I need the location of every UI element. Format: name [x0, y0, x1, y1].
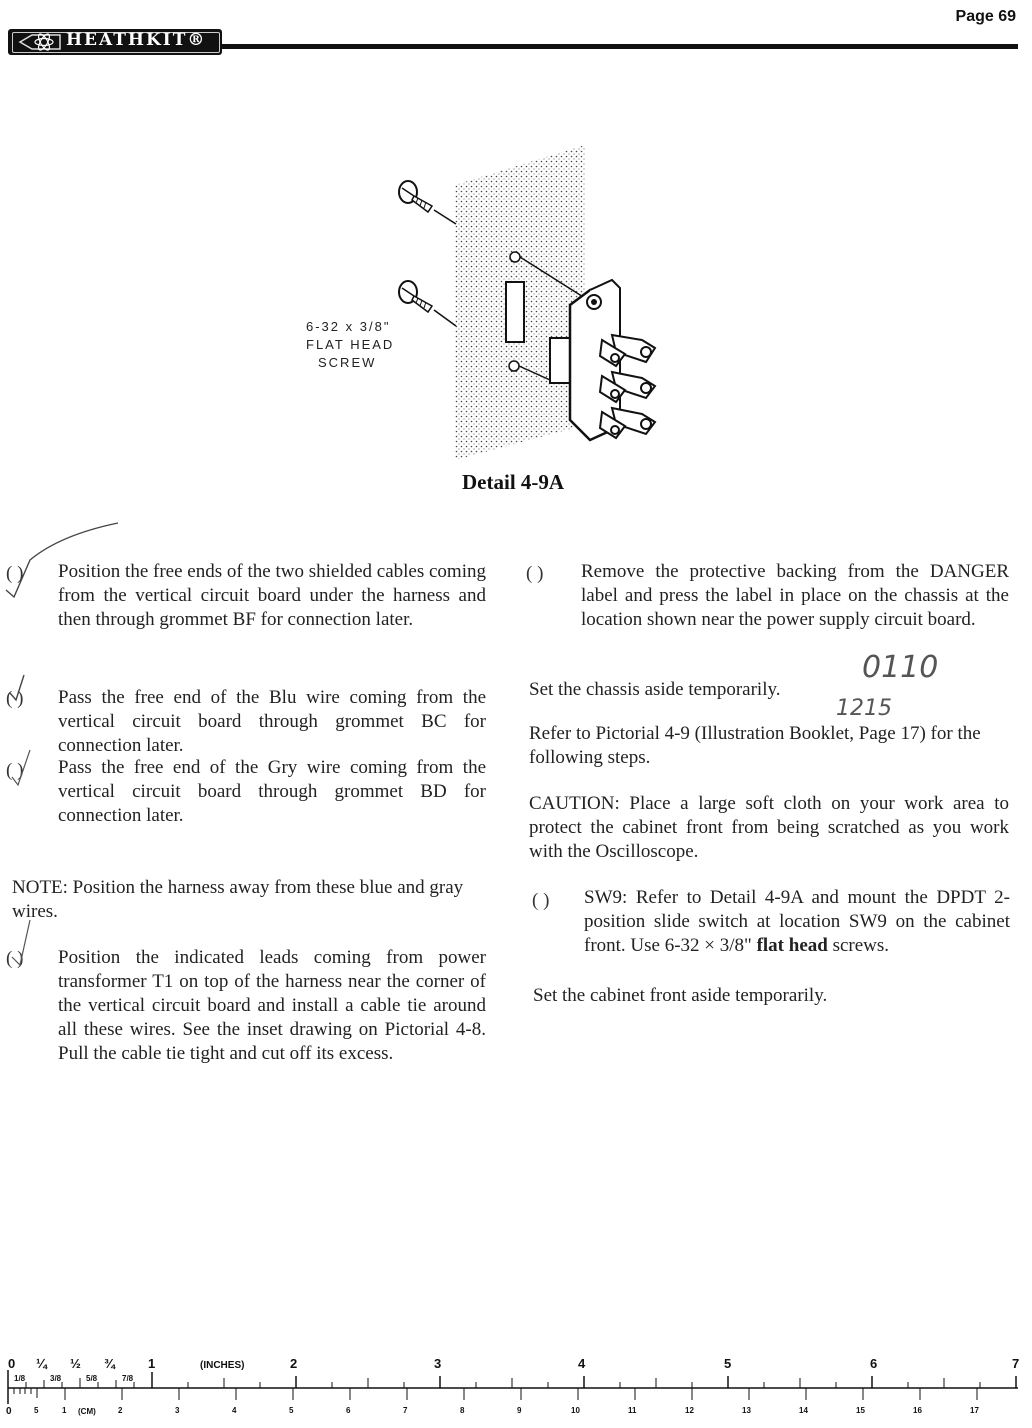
ruler-cm-0: 0 [6, 1406, 12, 1417]
ruler-cm-17: 17 [970, 1406, 979, 1415]
mount-hole-bottom [509, 361, 519, 371]
screw-label-line-2: FLAT HEAD [306, 337, 395, 352]
screw-top [399, 181, 456, 224]
ruler-cm-7: 7 [403, 1406, 408, 1415]
aside-chassis: Set the chassis aside temporarily. [529, 679, 781, 700]
step-blu-wire: Pass the free end of the Blu wire coming from the vertical circuit board through grommet BC for connection later. [58, 687, 486, 756]
ruler-inches-unit: (INCHES) [200, 1360, 245, 1371]
ruler-cm-15: 15 [856, 1406, 865, 1415]
ruler-eighth-5: 5/8 [86, 1374, 98, 1383]
screw-label-line-1: 6-32 x 3/8" [306, 319, 391, 334]
ruler-cm-5: 5 [289, 1406, 294, 1415]
ruler-cm-5mm: 5 [34, 1406, 39, 1415]
step-cable-tie: Position the indicated leads coming from power transformer T1 on top of the harness near the corner of the vertical circuit board and install a cable tie around all these wires. See the inset drawing on Pictorial 4-8. Pull the cable tie tight and cut off its excess. [58, 947, 486, 1064]
mount-hole-top [510, 252, 520, 262]
ruler-cm-14: 14 [799, 1406, 808, 1415]
ruler-inch-2: 2 [290, 1356, 298, 1371]
ruler-inch-3: 3 [434, 1356, 442, 1371]
step-gry-wire: Pass the free end of the Gry wire coming from the vertical circuit board through grommet BD for connection later. [58, 757, 486, 826]
ruler-inch-half: ½ [70, 1356, 81, 1371]
ruler-inch-6: 6 [870, 1356, 878, 1371]
checkbox-step-3[interactable]: ( ) [6, 760, 24, 781]
ruler-inch-5: 5 [724, 1356, 732, 1371]
screw-bottom [399, 281, 456, 326]
step-sw9-text-b: screws. [827, 935, 890, 956]
checkbox-danger-label[interactable]: ( ) [526, 563, 544, 584]
step-sw9-bold: flat head [756, 935, 828, 956]
handwritten-note-1: 0110 [862, 650, 939, 685]
caution-note: CAUTION: Place a large soft cloth on your work area to protect the cabinet front from being scratched as you work with the Oscilloscope. [529, 793, 1009, 862]
ruler-cm-10: 10 [571, 1406, 580, 1415]
ruler-eighth-1: 1/8 [14, 1374, 26, 1383]
checkbox-step-1[interactable]: ( ) [6, 563, 24, 584]
ruler-inch-7: 7 [1012, 1356, 1020, 1371]
ruler-cm-12: 12 [685, 1406, 694, 1415]
checkbox-step-2[interactable]: ( ) [6, 688, 24, 709]
ruler-eighth-7: 7/8 [122, 1374, 134, 1383]
handwritten-checkmarks [0, 515, 130, 995]
ruler-cm-13: 13 [742, 1406, 751, 1415]
ruler-cm-9: 9 [517, 1406, 522, 1415]
ruler-inch-quarter: ¼ [36, 1356, 47, 1371]
aside-cabinet-front: Set the cabinet front aside temporarily. [533, 985, 828, 1006]
ruler-eighth-3: 3/8 [50, 1374, 62, 1383]
handwritten-note-2: 1215 [836, 696, 892, 721]
step-sw9 [584, 886, 1010, 958]
step-shielded-cables: Position the free ends of the two shielded cables coming from the vertical circuit board under the harness and then through grommet BF for connection later. [58, 561, 486, 630]
ruler-cm-4: 4 [232, 1406, 237, 1415]
switch-slot [506, 282, 524, 342]
checkbox-step-4[interactable]: ( ) [6, 948, 24, 969]
ruler-cm-8: 8 [460, 1406, 465, 1415]
brand-name: HEATHKIT® [66, 30, 207, 50]
ruler-inch-0: 0 [8, 1356, 16, 1371]
ruler-cm-6: 6 [346, 1406, 351, 1415]
ruler-inch-4: 4 [578, 1356, 586, 1371]
page-number: Page 69 [955, 8, 1016, 25]
ruler-cm-unit: (CM) [78, 1407, 96, 1416]
screw-label-line-3: SCREW [318, 355, 377, 370]
ruler-cm-1: 1 [62, 1406, 67, 1415]
note-harness: NOTE: Position the harness away from these blue and gray wires. [12, 877, 464, 922]
ruler-cm-3: 3 [175, 1406, 180, 1415]
atom-icon [18, 33, 62, 51]
step-sw9-text-a: SW9: Refer to Detail 4-9A and mount the DPDT 2-position slide switch at location SW9 on the cabinet front. Use 6-32 × 3/8" [584, 887, 1010, 956]
checkbox-sw9[interactable]: ( ) [532, 890, 550, 911]
refer-pictorial: Refer to Pictorial 4-9 (Illustration Booklet, Page 17) for the following steps. [529, 723, 981, 768]
ruler-inch-threequarter: ¾ [104, 1356, 115, 1371]
ruler-scale [0, 1370, 1032, 1406]
ruler-cm-16: 16 [913, 1406, 922, 1415]
screw-label [306, 318, 394, 372]
ruler-cm-11: 11 [628, 1406, 637, 1415]
figure-caption: Detail 4-9A [462, 470, 565, 494]
ruler-inch-1: 1 [148, 1356, 156, 1371]
slide-switch-illustration [380, 140, 710, 470]
ruler [0, 1350, 1032, 1428]
step-danger-label: Remove the protective backing from the DANGER label and press the label in place on the chassis at the location shown near the power supply circuit board. [581, 561, 1009, 630]
ruler-cm-2: 2 [118, 1406, 123, 1415]
